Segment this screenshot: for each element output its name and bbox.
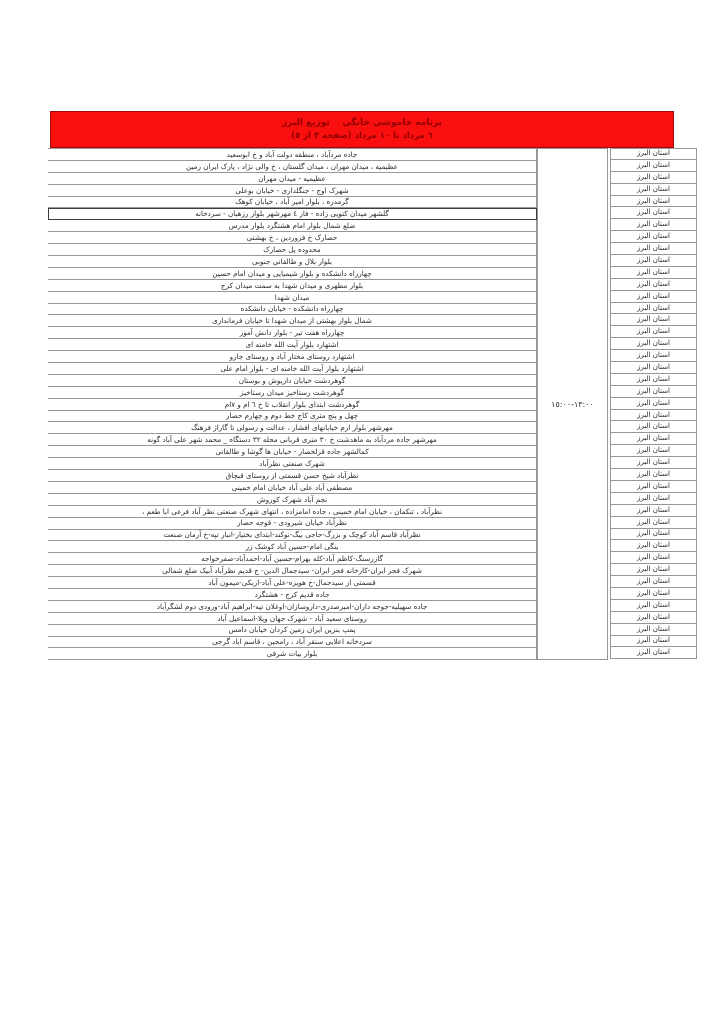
- table-header-banner: [50, 111, 674, 148]
- address-row: نجم آباد شهرک کوروش: [48, 494, 537, 506]
- address-row: نظرآباد شیخ حسن قسمتی از روستای قبچاق: [48, 470, 537, 482]
- province-cell: استان البرز: [610, 219, 697, 231]
- address-column: [48, 148, 537, 660]
- province-cell: استان البرز: [610, 493, 697, 505]
- province-cell: استان البرز: [610, 481, 697, 493]
- province-cell: استان البرز: [610, 612, 697, 624]
- province-cell: استان البرز: [610, 529, 697, 541]
- header-title: برنامه خاموشی خانگی توزیع البرز: [282, 118, 442, 128]
- header-subtitle: ٦ مرداد تا ١٠ مرداد (صفحه ٣ از ٥): [291, 130, 433, 141]
- address-row: چهارراه هفت تیر - بلوار دانش آموز: [48, 327, 537, 339]
- address-row: گوهردشت خیابان داریوش و بوستان: [48, 375, 537, 387]
- province-cell: استان البرز: [610, 350, 697, 362]
- province-cell: استان البرز: [610, 636, 697, 648]
- address-row: شهرک فجر ایران-کارخانه فجر ایران- سیدجمال الدین- ج قدیم نظرآباد آبیک ضلع شمالی: [48, 565, 537, 577]
- address-row: شهرک اوج - جنگلداری - خیابان بوعلی: [48, 185, 537, 197]
- province-cell: استان البرز: [610, 172, 697, 184]
- province-cell: استان البرز: [610, 374, 697, 386]
- province-cell: استان البرز: [610, 517, 697, 529]
- province-cell: استان البرز: [610, 231, 697, 243]
- province-cell: استان البرز: [610, 398, 697, 410]
- province-cell: استان البرز: [610, 291, 697, 303]
- address-row: روستای سعید آباد - شهرک جهان ویلا-اسماعیل آباد: [48, 613, 537, 625]
- address-row: نظرآباد خیابان شیرودی - قوجه حصار: [48, 518, 537, 530]
- address-row: قسمتی از سیدجمال-خ هویزه-علی آباد-ازبکی-میمون آباد: [48, 577, 537, 589]
- province-cell: استان البرز: [610, 564, 697, 576]
- time-range-label: ١٣:٠٠-١٥:٠٠: [551, 399, 594, 409]
- address-row: جاده سهیلیه-جوجه داران-امیرصدری-داروسازان-اوغلان تپه-ابراهیم آباد-ورودی دوم لشگرآباد: [48, 601, 537, 613]
- address-row: گوهردشت ابتدای بلوار انقلاب تا خ ٦ ام و ٧ام: [48, 399, 537, 411]
- province-cell: استان البرز: [610, 445, 697, 457]
- province-cell: استان البرز: [610, 196, 697, 208]
- province-cell: استان البرز: [610, 326, 697, 338]
- address-row: حصارک خ فروردین ، خ بهشتی: [48, 232, 537, 244]
- province-cell: استان البرز: [610, 457, 697, 469]
- address-row: نظرآباد ، تنکمان ، خیابان امام خمینی ، جاده امامزاده ، انتهای شهرک صنعتی نظر آباد فرعی ابا طعم ،: [48, 506, 537, 518]
- address-row: محدوده پل حصارک: [48, 244, 537, 256]
- address-row: مهرشهر جاده مردآباد به ماهدشت خ ٣٠ متری قربانی محله ٣٢ دستگاه _ محمد شهر علی آباد گونه: [48, 434, 537, 446]
- address-row: بلوار بیات شرقی: [48, 648, 537, 660]
- address-row: گازرسنگ-کاظم آباد-کله بهرام-حسین آباد-احمدآباد-صفرخواجه: [48, 553, 537, 565]
- address-row: چهل و پنج متری کاج خط دوم و چهارم حصار: [48, 411, 537, 423]
- province-cell: استان البرز: [610, 552, 697, 564]
- province-cell: استان البرز: [610, 433, 697, 445]
- time-column: [537, 148, 608, 660]
- address-row: شهرک صنعتی نظرآباد: [48, 458, 537, 470]
- province-cell: استان البرز: [610, 600, 697, 612]
- province-cell: استان البرز: [610, 386, 697, 398]
- province-cell: استان البرز: [610, 184, 697, 196]
- address-row: سردخانه اعلایی سنقر آباد ، رامجین ، قاسم اباد گرجی: [48, 637, 537, 649]
- address-row: چهارراه دانشکده - خیابان دانشکده: [48, 304, 537, 316]
- province-cell: استان البرز: [610, 255, 697, 267]
- province-cell: استان البرز: [610, 588, 697, 600]
- province-cell: استان البرز: [610, 540, 697, 552]
- province-cell: استان البرز: [610, 314, 697, 326]
- address-row: پمپ بنزین ایران زمین کردان خیابان دامس: [48, 625, 537, 637]
- province-cell: استان البرز: [610, 267, 697, 279]
- address-row: میدان شهدا: [48, 292, 537, 304]
- province-cell: استان البرز: [610, 338, 697, 350]
- address-row: ینگی امام-حسین آباد کوشک زر: [48, 541, 537, 553]
- address-row: جاده قدیم کرج - هشتگرد: [48, 589, 537, 601]
- province-cell: استان البرز: [610, 576, 697, 588]
- address-row: عظیمیه ، میدان مهران ، میدان گلستان ، خ والی نژاد ، پارک ایران زمین: [48, 161, 537, 173]
- province-cell: استان البرز: [610, 647, 697, 659]
- address-row: بلوار مطهری و میدان شهدا به سمت میدان کرج: [48, 280, 537, 292]
- address-row: شمال بلوار بهشتی از میدان شهدا تا خیابان فرمانداری: [48, 315, 537, 327]
- province-column: [610, 148, 697, 659]
- address-row: گوهردشت رستاخیز میدان رستاخیز: [48, 387, 537, 399]
- address-row: جاده مردآباد ، منطقه دولت آباد و خ ابوسعید: [48, 149, 537, 161]
- province-cell: استان البرز: [610, 624, 697, 636]
- province-cell: استان البرز: [610, 207, 697, 219]
- province-cell: استان البرز: [610, 160, 697, 172]
- province-cell: استان البرز: [610, 421, 697, 433]
- address-row: بلوار بلال و طالقانی جنوبی: [48, 256, 537, 268]
- province-cell: استان البرز: [610, 505, 697, 517]
- address-row: مصطفی آباد علی آباد خیابان امام خمینی: [48, 482, 537, 494]
- address-row: گرمدره ، بلوار امیر آباد ، خیابان کوهک: [48, 197, 537, 209]
- province-cell: استان البرز: [610, 362, 697, 374]
- address-row: اشتهارد بلوار آیت الله خامنه ای: [48, 339, 537, 351]
- address-row: مهرشهر بلوار ارم خیابانهای افشار ، عدالت و رسولی تا گاراژ فرهنگ: [48, 422, 537, 434]
- address-row: عظیمیه - میدان مهران: [48, 173, 537, 185]
- province-cell: استان البرز: [610, 279, 697, 291]
- address-row: نظرآباد قاسم آباد کوچک و بزرگ-حاجی بیگ-نوکند-ابتدای بختیار-انبار تپه-خ آرمان صنعت: [48, 530, 537, 542]
- address-row: چهارراه دانشکده و بلوار شیمیایی و میدان امام حسین: [48, 268, 537, 280]
- province-cell: استان البرز: [610, 469, 697, 481]
- province-cell: استان البرز: [610, 410, 697, 422]
- address-row: اشتهارد روستای مختار آباد و روستای جارو: [48, 351, 537, 363]
- address-row: کمالشهر جاده قزلحصار - خیابان ها گوشا و طالقانی: [48, 446, 537, 458]
- address-row: اشتهارد بلوار آیت الله خامنه ای - بلوار امام علی: [48, 363, 537, 375]
- province-cell: استان البرز: [610, 243, 697, 255]
- province-cell: استان البرز: [610, 148, 697, 160]
- address-row: گلشهر میدان کتویی زاده - فاز ٤ مهرشهر بلوار رزهبان - سردخانه: [48, 208, 537, 220]
- province-cell: استان البرز: [610, 303, 697, 315]
- address-row: ضلع شمال بلوار امام هشتگرد بلوار مدرس: [48, 220, 537, 232]
